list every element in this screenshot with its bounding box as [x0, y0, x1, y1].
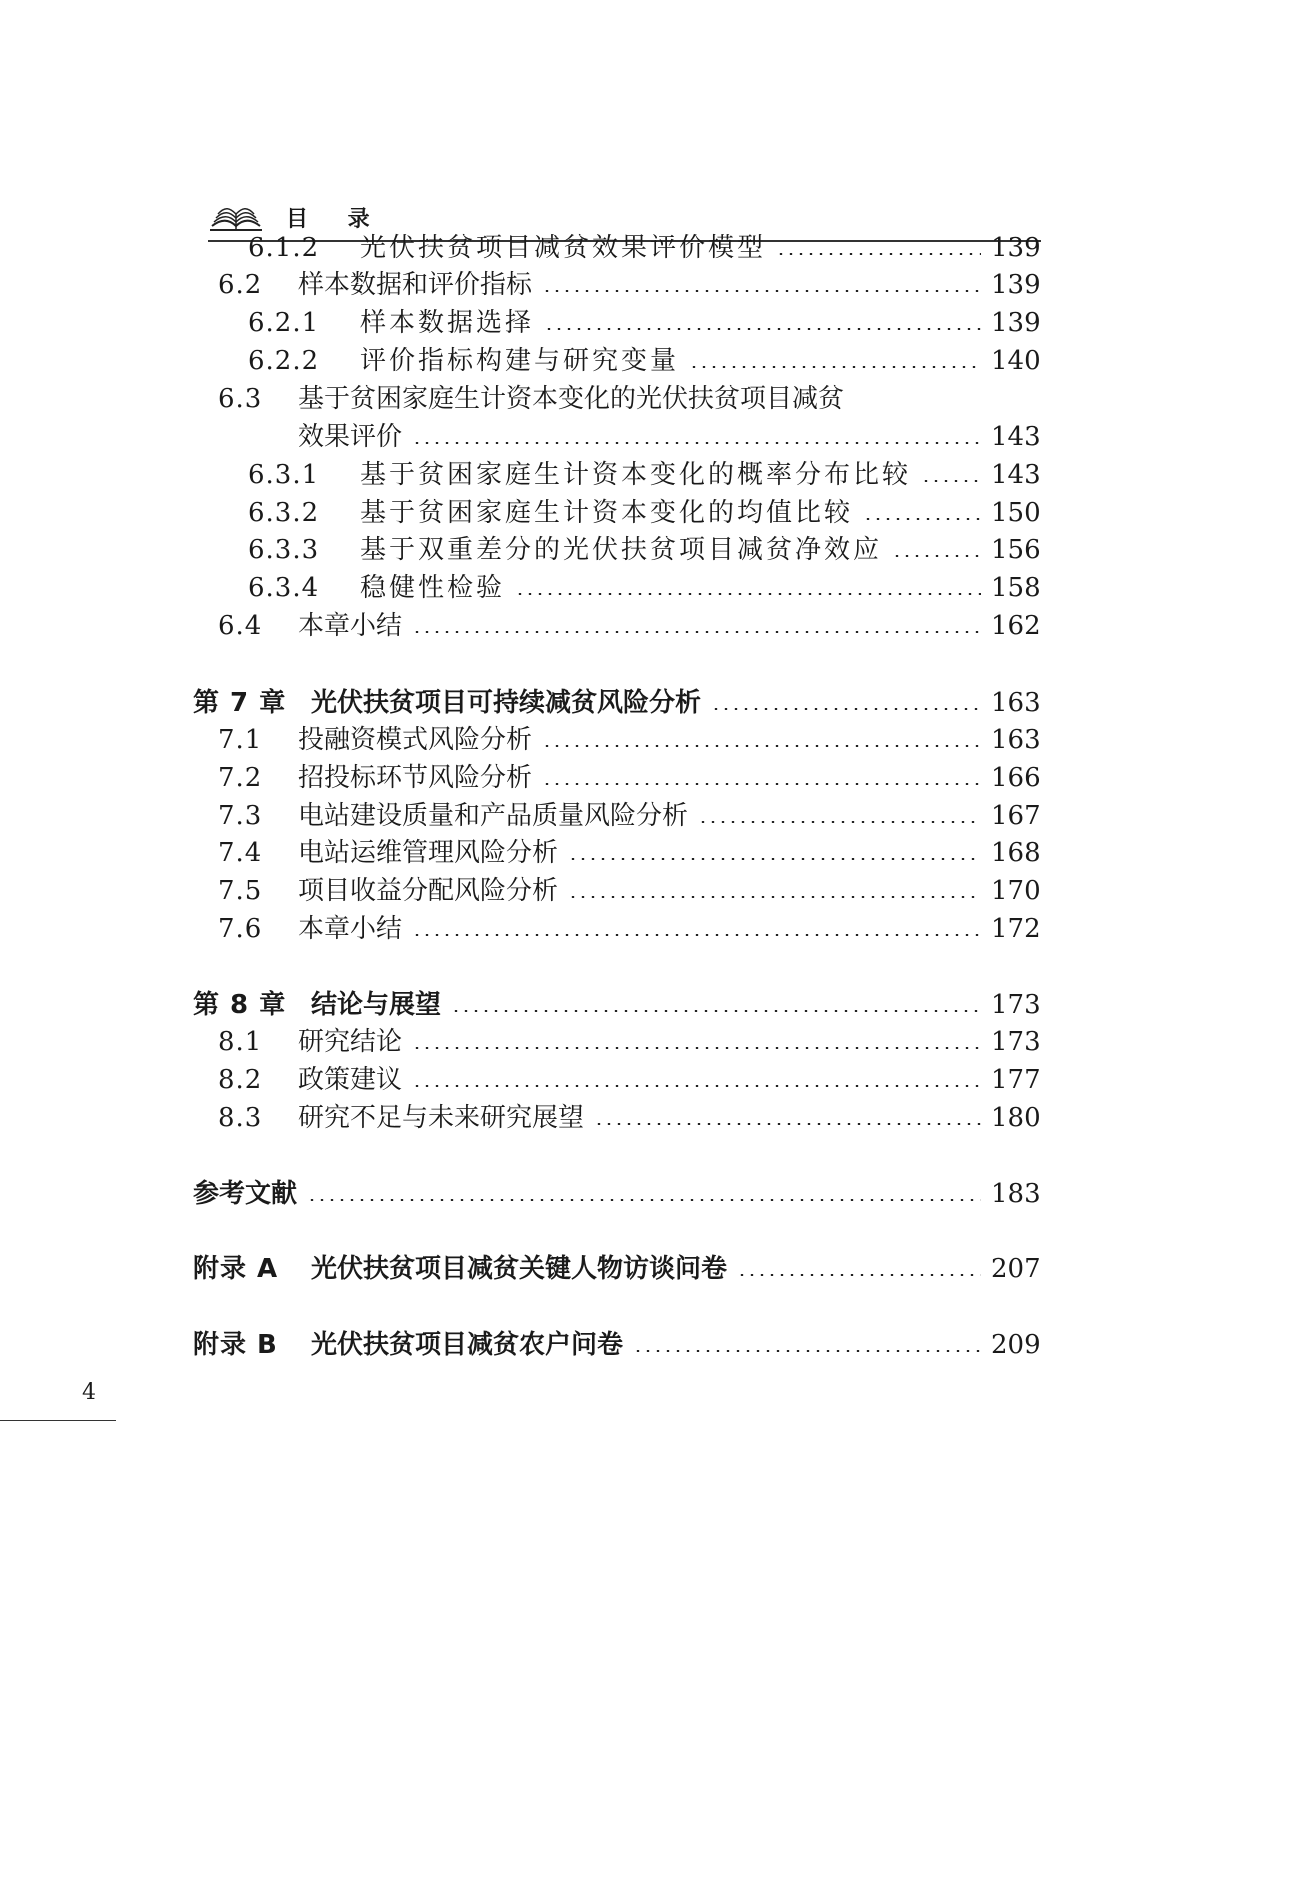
dot-leader [921, 480, 981, 482]
toc-entry-number: 7.2 [218, 763, 263, 793]
toc-entry[interactable] [193, 1249, 1039, 1289]
toc-entry-number: 附录 A [193, 1254, 279, 1284]
toc-entry-number: 7.4 [218, 838, 263, 868]
toc-entry-number: 6.2.1 [248, 308, 320, 338]
toc-entry[interactable] [218, 265, 1039, 305]
dot-leader [412, 631, 981, 633]
toc-entry-title: 招投标环节风险分析 [298, 763, 533, 793]
toc-entry-page: 140 [991, 346, 1041, 376]
dot-leader [698, 821, 981, 823]
toc-entry-title: 稳健性检验 [360, 573, 506, 603]
toc-entry-page: 158 [991, 573, 1041, 603]
toc-entry-page: 207 [991, 1254, 1041, 1284]
toc-entry-title: 评价指标构建与研究变量 [360, 346, 680, 376]
dot-leader [711, 708, 981, 710]
dot-leader [412, 934, 981, 936]
toc-entry-title: 样本数据和评价指标 [298, 270, 533, 300]
toc-entry-page: 139 [991, 308, 1041, 338]
toc-entry-number: 7.3 [218, 801, 263, 831]
dot-leader [451, 1010, 981, 1012]
toc-entry-number: 6.1.2 [248, 233, 320, 263]
toc-entry-number: 6.2.2 [248, 346, 320, 376]
toc-entry-page: 139 [991, 270, 1041, 300]
toc-entry-title: 项目收益分配风险分析 [298, 876, 559, 906]
toc-entry-number: 6.3 [218, 384, 263, 414]
toc-entry-number: 6.2 [218, 270, 263, 300]
toc-entry-title: 研究结论 [298, 1027, 403, 1057]
toc-entry-page: 163 [991, 688, 1041, 718]
dot-leader [412, 1047, 981, 1049]
toc-entry[interactable] [193, 1325, 1039, 1365]
toc-entry[interactable] [218, 833, 1039, 873]
toc-entry-page: 173 [991, 1027, 1041, 1057]
toc-entry-title: 结论与展望 [311, 990, 442, 1020]
toc-entry-title: 本章小结 [298, 611, 403, 641]
toc-entry-number: 6.3.4 [248, 573, 320, 603]
toc-entry-number: 第 8 章 [193, 990, 287, 1020]
dot-leader [737, 1274, 981, 1276]
toc-entry-title: 电站建设质量和产品质量风险分析 [298, 801, 689, 831]
toc-entry-page: 162 [991, 611, 1041, 641]
toc-entry-number: 8.2 [218, 1065, 263, 1095]
toc-entry-title: 光伏扶贫项目减贫农户问卷 [311, 1330, 624, 1360]
toc-entry[interactable] [218, 909, 1039, 949]
toc-entry[interactable] [248, 341, 1039, 381]
toc-entry-first-line[interactable] [218, 379, 1039, 419]
dot-leader [412, 1085, 981, 1087]
toc-entry-title: 基于贫困家庭生计资本变化的均值比较 [360, 498, 854, 528]
toc-entry-title: 基于贫困家庭生计资本变化的概率分布比较 [360, 460, 912, 490]
dot-leader [542, 745, 981, 747]
toc-entry-page: 143 [991, 460, 1041, 490]
toc-entry-page: 172 [991, 914, 1041, 944]
toc-entry-title: 样本数据选择 [360, 308, 535, 338]
toc-entry-page: 163 [991, 725, 1041, 755]
toc-entry[interactable] [248, 493, 1039, 533]
toc-entry-title: 本章小结 [298, 914, 403, 944]
toc-entry-title: 政策建议 [298, 1065, 403, 1095]
dot-leader [863, 518, 981, 520]
toc-entry-page: 139 [991, 233, 1041, 263]
toc-entry[interactable] [218, 1098, 1039, 1138]
toc-entry-title: 研究不足与未来研究展望 [298, 1103, 585, 1133]
toc-entry-page: 166 [991, 763, 1041, 793]
toc-entry-page: 170 [991, 876, 1041, 906]
page-number: 4 [82, 1380, 96, 1405]
toc-entry-number: 6.3.3 [248, 535, 320, 565]
toc-entry-page: 183 [991, 1179, 1041, 1209]
dot-leader [633, 1350, 981, 1352]
toc-entry-page: 150 [991, 498, 1041, 528]
toc-entry-title: 参考文献 [193, 1179, 298, 1209]
toc-entry-page: 156 [991, 535, 1041, 565]
toc-entry-title: 电站运维管理风险分析 [298, 838, 559, 868]
toc-entry[interactable] [193, 683, 1039, 723]
toc-entry-page: 177 [991, 1065, 1041, 1095]
dot-leader [892, 555, 981, 557]
toc-entry-number: 附录 B [193, 1330, 278, 1360]
toc-entry[interactable] [298, 417, 1039, 457]
dot-leader [542, 290, 981, 292]
toc-entry[interactable] [248, 530, 1039, 570]
toc-entry-page: 209 [991, 1330, 1041, 1360]
toc-entry-page: 167 [991, 801, 1041, 831]
dot-leader [544, 328, 981, 330]
toc-entry-title: 光伏扶贫项目减贫效果评价模型 [360, 233, 767, 263]
toc-entry-number: 6.3.2 [248, 498, 320, 528]
toc-entry-title: 光伏扶贫项目减贫关键人物访谈问卷 [311, 1254, 728, 1284]
toc-entry-number: 7.5 [218, 876, 263, 906]
toc-entry-title: 投融资模式风险分析 [298, 725, 533, 755]
dot-leader [568, 896, 981, 898]
toc-entry[interactable] [218, 606, 1039, 646]
toc-entry-page: 168 [991, 838, 1041, 868]
toc-entry-page: 143 [991, 422, 1041, 452]
page-header-title: 目 录 [286, 207, 386, 232]
toc-entry-title: 基于双重差分的光伏扶贫项目减贫净效应 [360, 535, 883, 565]
toc-entry[interactable] [218, 758, 1039, 798]
toc-entry-number: 第 7 章 [193, 688, 287, 718]
toc-entry[interactable] [193, 1174, 1039, 1214]
toc-entry-number: 8.3 [218, 1103, 263, 1133]
dot-leader [594, 1123, 981, 1125]
toc-entry-page: 180 [991, 1103, 1041, 1133]
dot-leader [568, 858, 981, 860]
toc-entry-number: 7.1 [218, 725, 263, 755]
toc-entry[interactable] [248, 455, 1039, 495]
toc-entry-number: 8.1 [218, 1027, 263, 1057]
toc-entry[interactable] [248, 568, 1039, 608]
toc-entry[interactable] [193, 985, 1039, 1025]
toc-entry[interactable] [248, 228, 1039, 268]
toc-entry[interactable] [218, 871, 1039, 911]
page-number-folio [0, 1380, 116, 1421]
dot-leader [307, 1199, 981, 1201]
dot-leader [515, 593, 981, 595]
toc-entry-number: 6.3.1 [248, 460, 320, 490]
dot-leader [412, 442, 981, 444]
toc-entry[interactable] [218, 1060, 1039, 1100]
dot-leader [776, 253, 981, 255]
toc-entry-number: 7.6 [218, 914, 263, 944]
toc-entry[interactable] [248, 303, 1039, 343]
toc-entry-title: 光伏扶贫项目可持续减贫风险分析 [311, 688, 702, 718]
toc-entry-page: 173 [991, 990, 1041, 1020]
toc-entry-number: 6.4 [218, 611, 263, 641]
dot-leader [542, 783, 981, 785]
toc-entry-title: 基于贫困家庭生计资本变化的光伏扶贫项目减贫 [298, 384, 845, 414]
toc-entry-title-continuation: 效果评价 [298, 422, 403, 452]
toc-entry[interactable] [218, 720, 1039, 760]
dot-leader [689, 366, 981, 368]
toc-entry[interactable] [218, 1022, 1039, 1062]
toc-entry[interactable] [218, 796, 1039, 836]
